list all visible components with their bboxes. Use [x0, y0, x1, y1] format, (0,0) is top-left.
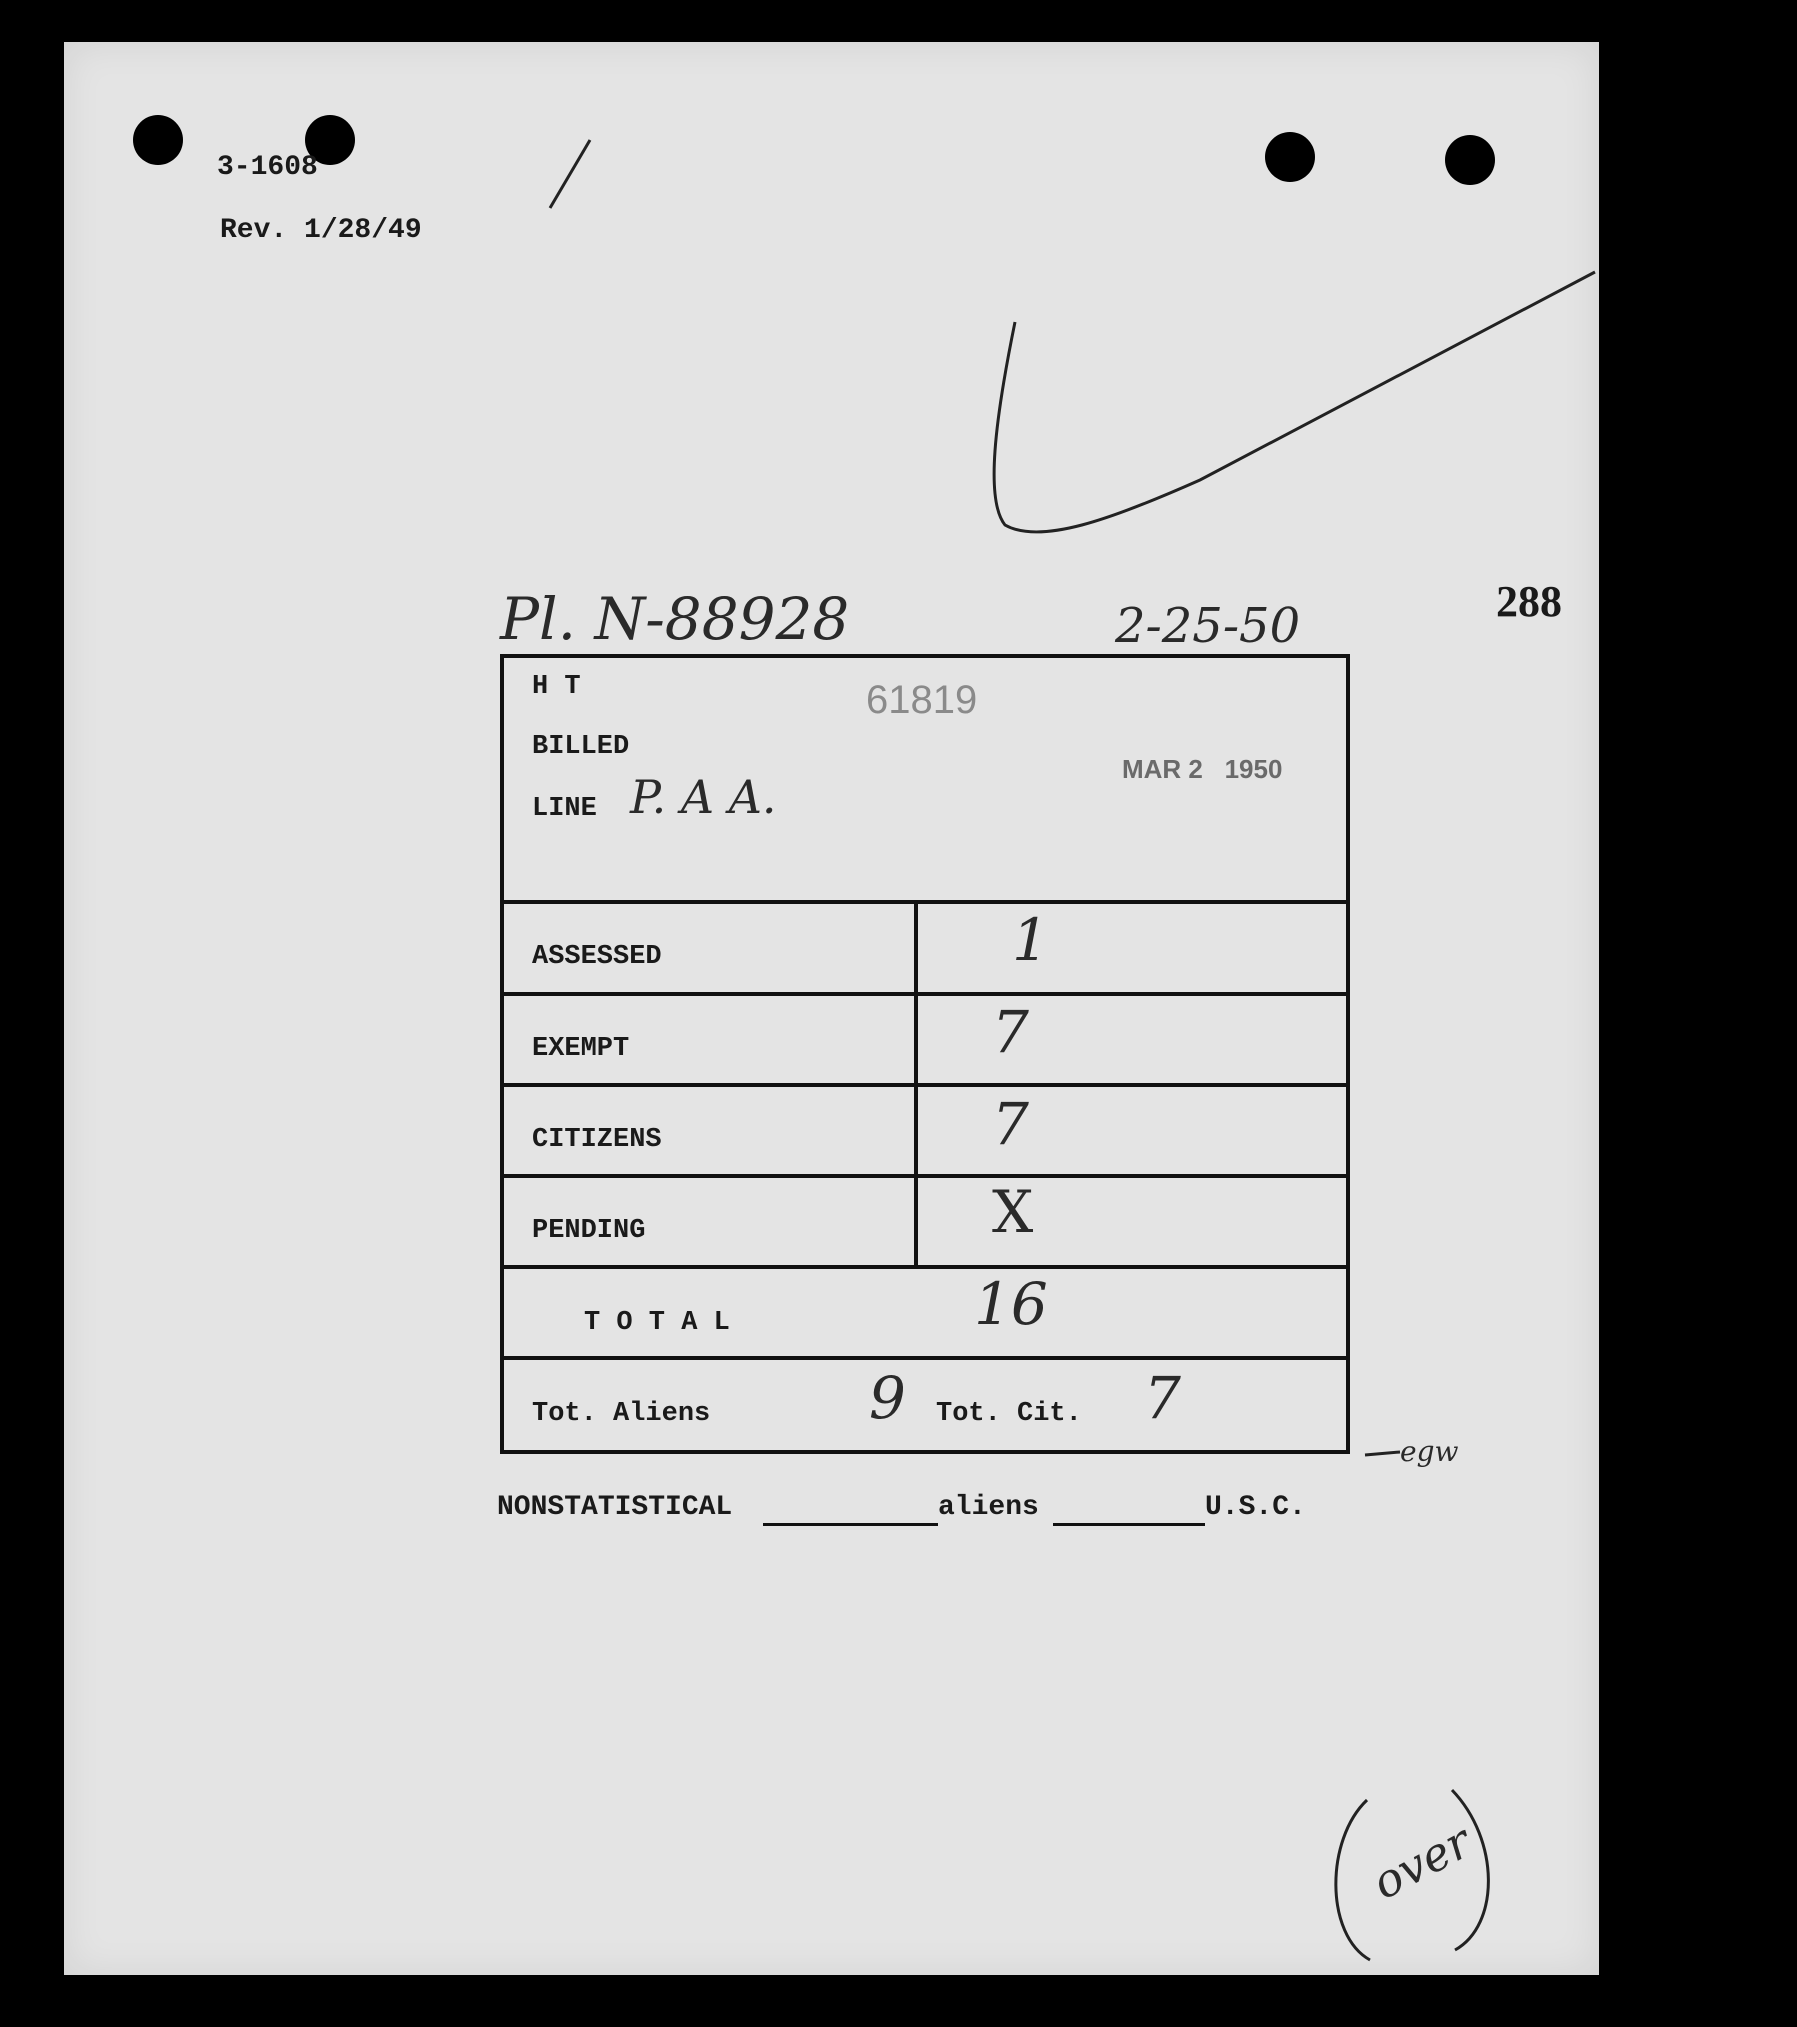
page-number: 288 [1496, 577, 1562, 626]
line-value-handwritten: P. A A. [630, 770, 777, 824]
usc-label: U.S.C. [1205, 1492, 1306, 1523]
billed-label: BILLED [532, 732, 630, 762]
received-date-stamp: MAR 2 1950 [1122, 754, 1283, 784]
line-label: LINE [532, 794, 597, 824]
citizens-label: CITIZENS [532, 1125, 662, 1155]
exempt-label: EXEMPT [532, 1034, 630, 1064]
initials-handwritten: egw [1400, 1435, 1459, 1468]
citizens-value: 7 [992, 1090, 1029, 1158]
total-aliens-label: Tot. Aliens [532, 1399, 711, 1429]
file-number-handwritten: Pl. N-88928 [500, 585, 850, 653]
column-divider [914, 900, 918, 1265]
total-value: 16 [974, 1270, 1048, 1338]
form-number: 3-1608 [217, 152, 318, 183]
ht-label: H T [532, 672, 581, 702]
total-label: T O T A L [584, 1308, 730, 1338]
form-revision: Rev. 1/28/49 [220, 215, 422, 246]
ht-number-stamp: 61819 [866, 678, 978, 722]
row-divider [504, 1174, 1346, 1178]
row-divider [504, 1083, 1346, 1087]
total-aliens-value: 9 [869, 1364, 906, 1432]
assessed-value: 1 [1012, 906, 1049, 974]
date-handwritten: 2-25-50 [1115, 598, 1301, 654]
assessed-label: ASSESSED [532, 942, 662, 972]
aliens-label: aliens [938, 1492, 1039, 1523]
nonstatistical-usc-blank [1053, 1523, 1205, 1526]
nonstatistical-label: NONSTATISTICAL [497, 1492, 733, 1523]
arrival-statistics-form [500, 654, 1350, 1454]
row-divider [504, 992, 1346, 996]
total-citizens-label: Tot. Cit. [936, 1399, 1082, 1429]
row-divider [504, 1265, 1346, 1269]
exempt-value: 7 [992, 998, 1029, 1066]
pending-value: X [992, 1178, 1034, 1246]
total-citizens-value: 7 [1144, 1364, 1181, 1432]
nonstatistical-aliens-blank [763, 1523, 938, 1526]
row-divider [504, 1356, 1346, 1360]
over-note-handwritten: over [1363, 1814, 1480, 1910]
pending-label: PENDING [532, 1216, 646, 1246]
row-divider [504, 900, 1346, 904]
